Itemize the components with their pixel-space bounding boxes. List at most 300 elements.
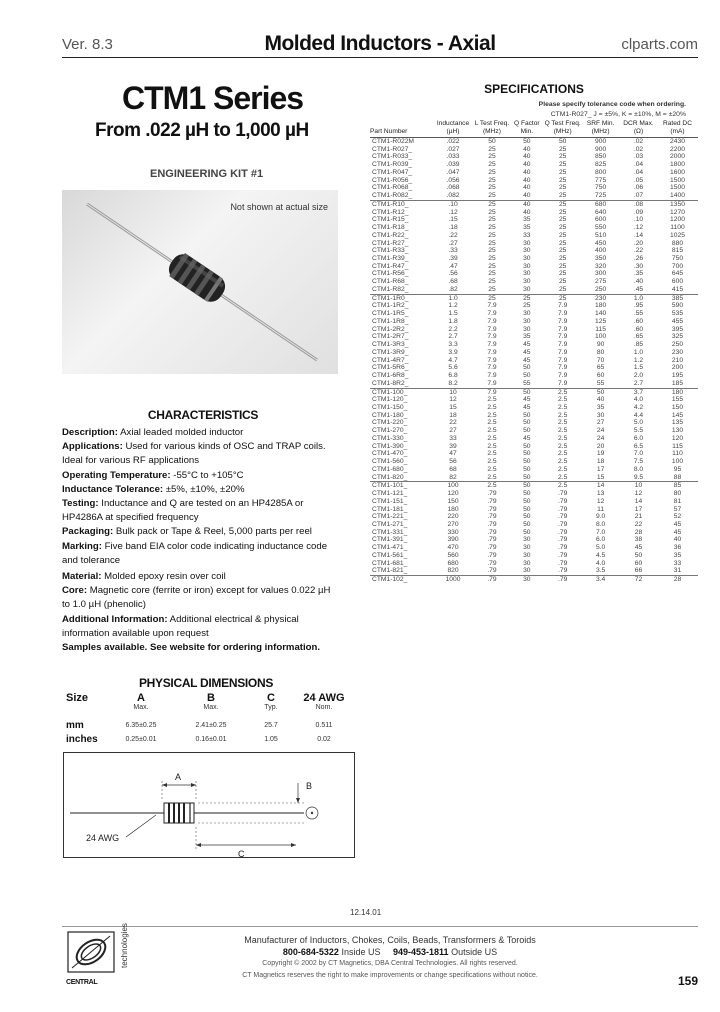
spec-cell: CTM1-R15_ <box>372 216 409 224</box>
spec-cell: 25 <box>488 247 496 255</box>
spec-cell: 50 <box>509 388 544 396</box>
spec-cell: 1100 <box>670 224 685 232</box>
spec-cell: .04 <box>633 161 644 169</box>
spec-cell: .65 <box>633 333 644 341</box>
spec-cell: 2.5 <box>487 473 497 481</box>
spec-cell: .79 <box>558 544 568 552</box>
spec-cell: 185 <box>671 379 684 387</box>
spec-cell: .79 <box>544 576 581 584</box>
spec-cell: 12 <box>634 490 643 498</box>
spec-cell: CTM1-R47_ <box>372 262 409 270</box>
spec-cell: 25 <box>488 231 496 239</box>
col-part-number: Part Number <box>370 120 432 138</box>
spec-row <box>370 224 698 232</box>
spec-cell: CTM1-R12_ <box>372 208 409 216</box>
spec-cell: .06 <box>633 184 644 192</box>
spec-cell: 2.5 <box>544 482 581 490</box>
spec-cell: 600 <box>595 216 607 224</box>
spec-cell: 4.7 <box>448 356 458 364</box>
spec-cell: .55 <box>633 310 644 318</box>
spec-cell: 535 <box>671 310 684 318</box>
spec-cell: 68 <box>449 465 457 473</box>
spec-cell: 50 <box>523 490 531 498</box>
spec-cell: 30 <box>523 551 531 559</box>
spec-cell: 180 <box>657 388 698 396</box>
spec-cell: 2.5 <box>558 403 568 411</box>
spec-cell: 25 <box>523 302 531 310</box>
spec-cell: 25 <box>488 168 496 176</box>
spec-cell: 55 <box>523 379 531 387</box>
spec-cell: 30 <box>523 567 531 575</box>
spec-cell: 40 <box>523 145 531 153</box>
spec-cell: 550 <box>595 224 607 232</box>
spec-row <box>370 177 698 185</box>
spec-row <box>370 396 698 404</box>
spec-cell: 2000 <box>670 153 685 161</box>
spec-row <box>370 474 698 482</box>
spec-row <box>370 216 698 224</box>
spec-cell: CTM1-R068_ <box>372 184 413 192</box>
spec-cell: 330 <box>447 528 459 536</box>
spec-cell: CTM1-100_ <box>370 388 432 396</box>
spec-cell: CTM1-121_ <box>372 490 408 498</box>
spec-cell: CTM1-R10_ <box>370 200 432 208</box>
footer-phones <box>200 946 580 958</box>
spec-cell: 230 <box>671 348 684 356</box>
spec-cell: CTM1-R082_ <box>372 192 413 200</box>
spec-cell: 85 <box>657 482 698 490</box>
spec-cell: 100 <box>671 458 684 466</box>
spec-cell: 4.0 <box>633 396 644 404</box>
spec-cell: 50 <box>634 551 643 559</box>
spec-cell: 220 <box>447 513 459 521</box>
spec-cell: .79 <box>558 567 568 575</box>
spec-cell: 2.0 <box>633 372 644 380</box>
col-dcr: DCR Max. (Ω) <box>620 120 657 138</box>
spec-row <box>370 490 698 498</box>
spec-cell: 470 <box>447 544 459 552</box>
dimension-drawing <box>63 752 355 858</box>
spec-cell: 45 <box>523 348 531 356</box>
spec-cell: 2.5 <box>558 473 568 481</box>
spec-cell: .033 <box>446 153 460 161</box>
spec-cell: 195 <box>671 372 684 380</box>
spec-cell: 45 <box>673 520 682 528</box>
spec-cell: 70 <box>596 356 605 364</box>
specifications-table <box>370 120 698 584</box>
spec-cell: 33 <box>449 434 457 442</box>
col-q-test-freq: Q Test Freq. (MHz) <box>544 120 581 138</box>
spec-cell: .60 <box>633 317 644 325</box>
spec-cell: .79 <box>487 520 497 528</box>
spec-cell: 4.2 <box>633 403 644 411</box>
spec-cell: .79 <box>487 528 497 536</box>
spec-cell: 22 <box>634 520 643 528</box>
spec-cell: CTM1-R022M <box>372 138 414 145</box>
specifications <box>370 82 698 584</box>
spec-cell: 25 <box>488 192 496 200</box>
spec-cell: .79 <box>487 567 497 575</box>
spec-cell: 38 <box>634 536 643 544</box>
spec-cell: 9.5 <box>633 473 644 481</box>
spec-cell: 25 <box>558 161 567 169</box>
spec-cell: 50 <box>509 482 544 490</box>
spec-row <box>370 372 698 380</box>
spec-cell: 1350 <box>657 200 698 208</box>
phone-outside-us[interactable]: 949-453-1811 <box>393 947 449 957</box>
spec-cell: 25 <box>558 278 567 286</box>
dim-col-b: B <box>207 692 215 704</box>
spec-cell: .79 <box>487 505 497 513</box>
spec-cell: 40 <box>523 168 531 176</box>
spec-cell: .79 <box>558 520 568 528</box>
page-header <box>62 32 698 58</box>
spec-cell: 25 <box>558 145 567 153</box>
spec-cell: CTM1-270_ <box>372 427 408 435</box>
dim-label-c: C <box>238 849 245 857</box>
spec-cell: 30 <box>523 262 531 270</box>
spec-cell: .79 <box>487 490 497 498</box>
spec-cell: 1600 <box>670 168 685 176</box>
phone-outside-label: Outside US <box>451 947 498 957</box>
spec-cell: 25 <box>558 285 567 293</box>
spec-cell: 4.4 <box>633 411 644 419</box>
spec-cell: 7.9 <box>558 356 568 364</box>
spec-cell: 110 <box>672 450 683 458</box>
spec-row <box>370 326 698 334</box>
spec-cell: 455 <box>671 317 684 325</box>
spec-cell: 50 <box>523 465 531 473</box>
spec-cell: 50 <box>558 138 567 145</box>
spec-cell: 5.0 <box>595 544 606 552</box>
inductor-outline-diagram <box>64 753 354 857</box>
spec-cell: 40 <box>523 176 531 184</box>
spec-cell: .07 <box>633 192 644 200</box>
spec-cell: 680 <box>581 200 620 208</box>
char-item: Operating Temperature: -55°C to +105°C <box>62 469 244 481</box>
spec-cell: CTM1-180_ <box>372 411 408 419</box>
spec-cell: 24 <box>596 434 605 442</box>
tolerance-note: Please specify tolerance code when ordering. <box>538 101 686 108</box>
spec-cell: CTM1-221_ <box>372 513 408 521</box>
footer-info <box>200 934 580 982</box>
spec-cell: 400 <box>595 247 607 255</box>
spec-cell: 25 <box>558 176 567 184</box>
spec-cell: 50 <box>488 138 496 145</box>
spec-cell: 300 <box>595 270 607 278</box>
spec-cell: 30 <box>523 255 531 263</box>
disclaimer: CT Magnetics reserves the right to make improvements or change specifications without notice. <box>242 972 538 979</box>
spec-row <box>370 232 698 240</box>
spec-cell: 12 <box>449 396 457 404</box>
physical-dimensions-title: PHYSICAL DIMENSIONS <box>138 676 274 690</box>
spec-cell: 25 <box>558 192 567 200</box>
spec-cell: 25 <box>475 200 510 208</box>
spec-cell: 40 <box>509 200 544 208</box>
spec-cell: 1025 <box>670 231 685 239</box>
dim-col-a-sub: Max. <box>133 704 149 711</box>
spec-cell: 25 <box>488 270 496 278</box>
spec-cell: 2.5 <box>558 458 568 466</box>
spec-cell: 25 <box>558 224 567 232</box>
inductor-photo-graphic <box>62 190 338 374</box>
spec-cell: CTM1-R39_ <box>372 255 409 263</box>
spec-cell: 31 <box>673 567 682 575</box>
spec-cell: 640 <box>595 208 607 216</box>
spec-cell: 7.9 <box>487 310 497 318</box>
spec-cell: 1.5 <box>633 364 644 372</box>
spec-cell: 25 <box>558 239 567 247</box>
dim-col-awg-sub: Nom. <box>315 704 333 711</box>
spec-cell: 40 <box>523 192 531 200</box>
spec-cell: 115 <box>672 442 683 450</box>
spec-cell: CTM1-R56_ <box>372 270 409 278</box>
spec-cell: 35 <box>523 224 531 232</box>
spec-cell: 2430 <box>670 138 685 145</box>
spec-cell: 7.9 <box>558 372 568 380</box>
spec-row <box>370 560 698 568</box>
spec-cell: .22 <box>633 247 644 255</box>
spec-cell: 25 <box>488 145 496 153</box>
spec-cell: 560 <box>447 551 459 559</box>
spec-cell: 65 <box>596 364 605 372</box>
spec-row <box>370 466 698 474</box>
spec-cell: 25 <box>488 255 496 263</box>
spec-cell: CTM1-102_ <box>370 576 432 584</box>
spec-row <box>370 536 698 544</box>
spec-cell: .05 <box>633 176 644 184</box>
spec-cell: 30 <box>596 411 605 419</box>
spec-cell: 2.5 <box>475 482 510 490</box>
spec-row <box>370 364 698 372</box>
spec-cell: CTM1-101_ <box>370 482 432 490</box>
spec-cell: CTM1-1R2_ <box>372 302 409 310</box>
spec-cell: 2.7 <box>448 333 458 341</box>
series-title: CTM1 Series <box>122 80 304 116</box>
spec-cell: 35 <box>596 403 605 411</box>
spec-row <box>370 567 698 575</box>
spec-cell: 7.9 <box>487 379 497 387</box>
spec-cell: CTM1-6R8_ <box>372 372 409 380</box>
phone-inside-label: Inside US <box>341 947 381 957</box>
spec-cell: 2.2 <box>448 325 458 333</box>
page-number: 159 <box>677 974 698 988</box>
spec-cell: 95 <box>673 465 682 473</box>
spec-cell: 5.5 <box>633 427 644 435</box>
spec-cell: 325 <box>671 333 684 341</box>
spec-cell: 25 <box>488 161 496 169</box>
spec-cell: .68 <box>448 278 458 286</box>
spec-cell: 45 <box>523 356 531 364</box>
spec-cell: .22 <box>448 231 458 239</box>
spec-cell: 130 <box>671 427 684 435</box>
spec-cell: 7.9 <box>558 348 568 356</box>
spec-cell: 57 <box>673 505 682 513</box>
spec-cell: 19 <box>596 450 605 458</box>
spec-cell: 50 <box>523 513 531 521</box>
spec-cell: 155 <box>671 396 684 404</box>
spec-cell: .79 <box>487 544 497 552</box>
spec-cell: 30 <box>523 270 531 278</box>
spec-cell: 3.5 <box>595 567 606 575</box>
spec-cell: 50 <box>581 388 620 396</box>
spec-cell: CTM1-331_ <box>372 528 408 536</box>
spec-cell: 2.5 <box>487 403 497 411</box>
spec-row <box>370 552 698 560</box>
spec-row <box>370 146 698 154</box>
phone-inside-us[interactable]: 800-684-5322 <box>282 947 339 957</box>
spec-cell: 135 <box>671 419 684 427</box>
spec-cell: 7.9 <box>487 348 497 356</box>
spec-cell: 150 <box>671 403 684 411</box>
spec-cell: 13 <box>596 490 605 498</box>
spec-cell: 2.5 <box>487 450 497 458</box>
spec-cell: .79 <box>558 559 568 567</box>
spec-cell: 100 <box>595 333 607 341</box>
spec-cell: 900 <box>595 145 607 153</box>
spec-cell: .04 <box>633 168 644 176</box>
spec-cell: .30 <box>633 262 644 270</box>
spec-cell: 40 <box>523 161 531 169</box>
spec-cell: 600 <box>671 278 684 286</box>
spec-cell: 25 <box>558 262 567 270</box>
spec-cell: 9.0 <box>595 513 606 521</box>
spec-cell: 200 <box>671 364 684 372</box>
spec-cell: 880 <box>671 239 684 247</box>
spec-cell: 3.7 <box>620 388 657 396</box>
spec-row <box>370 286 698 294</box>
spec-cell: .082 <box>446 192 460 200</box>
spec-row <box>370 576 698 584</box>
spec-cell: 28 <box>657 576 698 584</box>
spec-cell: 30 <box>523 247 531 255</box>
spec-cell: .03 <box>633 153 644 161</box>
spec-cell: 2.5 <box>487 442 497 450</box>
spec-cell: 50 <box>523 528 531 536</box>
spec-cell: 1200 <box>670 216 685 224</box>
spec-cell: .79 <box>487 536 497 544</box>
spec-cell: 1.0 <box>432 294 475 302</box>
range-subtitle: From .022 µH to 1,000 µH <box>95 120 309 141</box>
spec-row <box>370 349 698 357</box>
spec-row <box>370 153 698 161</box>
spec-cell: CTM1-R82_ <box>372 285 409 293</box>
spec-cell: 25 <box>488 285 496 293</box>
spec-cell: 25 <box>509 294 544 302</box>
spec-cell: .79 <box>558 497 568 505</box>
dim-col-c: C <box>267 692 275 704</box>
engineering-kit-label: ENGINEERING KIT #1 <box>150 168 264 180</box>
spec-cell: .33 <box>448 247 458 255</box>
characteristics-title: CHARACTERISTICS <box>147 408 259 422</box>
spec-cell: 230 <box>581 294 620 302</box>
spec-cell: CTM1-2R2_ <box>372 325 409 333</box>
spec-row <box>370 161 698 169</box>
spec-cell: 385 <box>657 294 698 302</box>
char-item: Core: Magnetic core (ferrite or iron) except for values 0.022 µH to 1.0 µH (phenolic) <box>62 585 331 611</box>
spec-cell: 8.0 <box>633 465 644 473</box>
spec-cell: 5.6 <box>448 364 458 372</box>
spec-cell: 60 <box>634 559 643 567</box>
spec-cell: 50 <box>523 497 531 505</box>
spec-cell: 800 <box>595 168 607 176</box>
spec-cell: 47 <box>449 450 457 458</box>
spec-cell: 6.8 <box>448 372 458 380</box>
spec-cell: 3.4 <box>581 576 620 584</box>
footer-tagline: Manufacturer of Inductors, Chokes, Coils, Beads, Transformers & Toroids <box>244 935 536 945</box>
spec-cell: 90 <box>596 341 605 349</box>
spec-cell: 3.3 <box>448 341 458 349</box>
spec-cell: 15 <box>449 403 457 411</box>
spec-cell: 1500 <box>670 184 685 192</box>
spec-cell: 25 <box>488 184 496 192</box>
spec-cell: 180 <box>595 302 607 310</box>
spec-cell: 1800 <box>670 161 685 169</box>
spec-row <box>370 184 698 192</box>
spec-cell: CTM1-120_ <box>372 396 408 404</box>
spec-cell: 415 <box>671 285 684 293</box>
spec-cell: CTM1-R33_ <box>372 247 409 255</box>
spec-cell: 1.8 <box>448 317 458 325</box>
char-item: Applications: Used for various kinds of OSC and TRAP coils. Ideal for various RF applications <box>62 441 326 467</box>
spec-cell: CTM1-220_ <box>372 419 408 427</box>
spec-cell: 7.9 <box>487 333 497 341</box>
spec-cell: 7.9 <box>487 356 497 364</box>
spec-cell: 35 <box>673 551 682 559</box>
spec-cell: 2.5 <box>544 388 581 396</box>
spec-cell: 7.9 <box>487 317 497 325</box>
spec-cell: 2.5 <box>487 419 497 427</box>
spec-cell: .08 <box>620 200 657 208</box>
spec-cell: 45 <box>634 544 643 552</box>
spec-cell: 3.9 <box>448 348 458 356</box>
website-link[interactable]: clparts.com <box>621 36 698 53</box>
spec-cell: 2.7 <box>633 379 644 387</box>
spec-cell: 80 <box>673 490 682 498</box>
spec-cell: 50 <box>523 364 531 372</box>
spec-cell: CTM1-1R5_ <box>372 310 409 318</box>
spec-cell: 7.0 <box>633 450 644 458</box>
spec-cell: 120 <box>447 490 459 498</box>
spec-cell: 50 <box>523 138 531 145</box>
spec-cell: 2.5 <box>487 411 497 419</box>
spec-cell: CTM1-R18_ <box>372 224 409 232</box>
spec-cell: 22 <box>449 419 457 427</box>
spec-cell: 28 <box>634 528 643 536</box>
spec-cell: .60 <box>633 325 644 333</box>
spec-cell: 8.2 <box>448 379 458 387</box>
page-title: Molded Inductors - Axial <box>264 32 496 55</box>
spec-row <box>370 200 698 208</box>
char-item: Packaging: Bulk pack or Tape & Reel, 5,000 parts per reel <box>62 526 312 538</box>
spec-cell: 25 <box>558 231 567 239</box>
spec-cell: 7.9 <box>487 325 497 333</box>
spec-cell: 25 <box>488 153 496 161</box>
spec-cell: 250 <box>595 285 607 293</box>
spec-cell: CTM1-R056_ <box>372 176 413 184</box>
dim-label-b: B <box>306 781 313 791</box>
spec-cell: 25 <box>488 216 496 224</box>
spec-cell: .79 <box>487 497 497 505</box>
spec-cell: 2.5 <box>558 434 568 442</box>
char-item: Material: Molded epoxy resin over coil <box>62 571 226 583</box>
char-item: Testing: Inductance and Q are tested on an HP4285A or HP4286A at specified frequency <box>62 498 304 524</box>
spec-cell: 7.9 <box>487 364 497 372</box>
spec-cell: 25 <box>488 262 496 270</box>
spec-row <box>370 404 698 412</box>
spec-cell: 30 <box>523 278 531 286</box>
spec-row <box>370 357 698 365</box>
